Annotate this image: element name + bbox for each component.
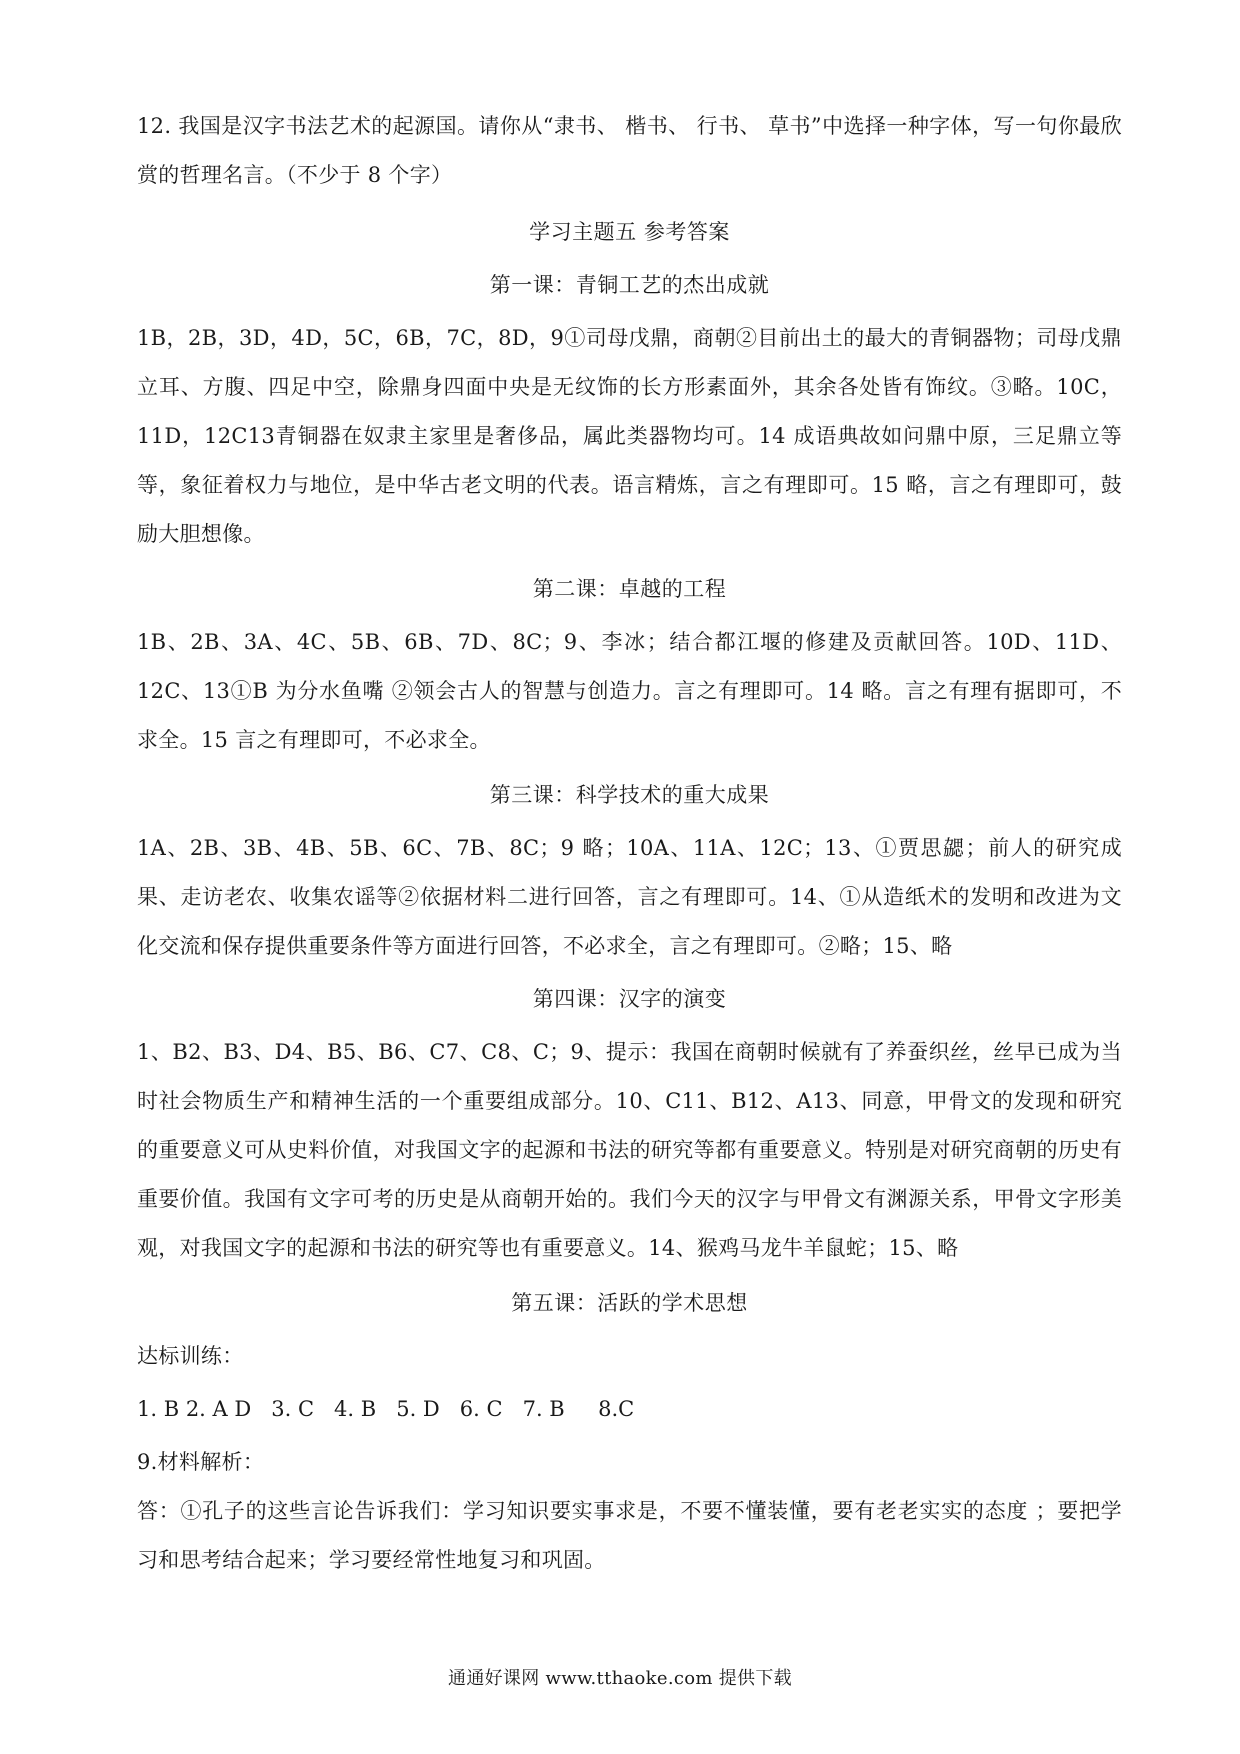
lesson-5-q9-answer: 答：①孔子的这些言论告诉我们：学习知识要实事求是，不要不懂装懂，要有老老实实的态度 ；要把学习和思考结合起来；学习要经常性地复习和巩固。 — [137, 1499, 1122, 1572]
lesson-1-title: 第一课：青铜工艺的杰出成就 — [489, 273, 770, 297]
lesson-5-title: 第五课：活跃的学术思想 — [511, 1291, 748, 1315]
lesson-2-title: 第二课：卓越的工程 — [532, 577, 727, 601]
lesson-4-answer: 1、B2、B3、D4、B5、B6、C7、C8、C；9、提示：我国在商朝时候就有了养蚕织丝，丝早已成为当时社会物质生产和精神生活的一个重要组成部分。10、C11、B12、A13、同意，甲骨文的发现和研究的重要意义可从史料价值，对我国文字的起源和书法的研究等都有重要意义。特别是对研究商朝的历史有重要价值。我国有文字可考的历史是从商朝开始的。我们今天的汉字与甲骨文有渊源关系，甲骨文字形美观，对我国文字的起源和书法的研究等也有重要意义。14、猴鸡马龙牛羊鼠蛇；15、略 — [137, 1040, 1122, 1260]
page-footer: 通通好课网 www.tthaoke.com 提供下载 — [448, 1668, 792, 1689]
lesson-4-title: 第四课：汉字的演变 — [532, 987, 727, 1011]
question-12: 12. 我国是汉字书法艺术的起源国。请你从“隶书、 楷书、 行书、 草书”中选择一种字体，写一句你最欣赏的哲理名言。（不少于 8 个字） — [137, 114, 1122, 187]
lesson-2-answer: 1B、2B、3A、4C、5B、6B、7D、8C；9、李冰；结合都江堰的修建及贡献回答。10D、11D、12C、13①B 为分水鱼嘴 ②领会古人的智慧与创造力。言之有理即可。14 略。言之有理有据即可，不求全。15 言之有理即可，不必求全。 — [137, 630, 1122, 752]
lesson-3-answer: 1A、2B、3B、4B、5B、6C、7B、8C；9 略；10A、11A、12C；13、①贾思勰；前人的研究成果、走访老农、收集农谣等②依据材料二进行回答，言之有理即可。14、①从造纸术的发明和改进为文化交流和保存提供重要条件等方面进行回答，不必求全，言之有理即可。②略；15、略 — [137, 836, 1122, 958]
lesson-5-training-label: 达标训练： — [137, 1344, 244, 1368]
lesson-5-mc-answers: 1. B 2. A D 3. C 4. B 5. D 6. C 7. B 8.C — [137, 1397, 635, 1421]
lesson-1-answer: 1B，2B，3D，4D，5C，6B，7C，8D，9①司母戊鼎，商朝②目前出土的最大的青铜器物；司母戊鼎立耳、方腹、四足中空，除鼎身四面中央是无纹饰的长方形素面外，其余各处皆有饰纹。③略。10C，11D，12C13青铜器在奴隶主家里是奢侈品，属此类器物均可。14 成语典故如问鼎中原，三足鼎立等等，象征着权力与地位，是中华古老文明的代表。语言精炼，言之有理即可。15 略，言之有理即可，鼓励大胆想像。 — [137, 326, 1122, 546]
answer-section-title: 学习主题五 参考答案 — [529, 220, 730, 244]
lesson-5-q9-label: 9.材料解析： — [137, 1450, 265, 1474]
lesson-3-title: 第三课：科学技术的重大成果 — [489, 783, 770, 807]
